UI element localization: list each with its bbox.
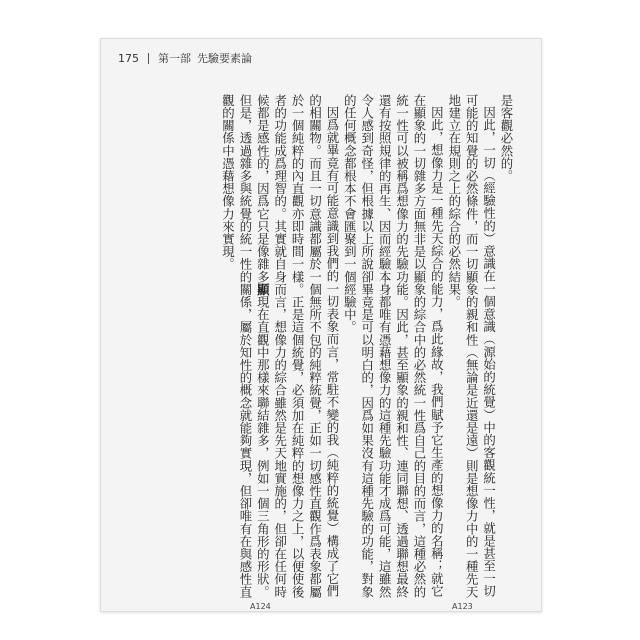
section-title: 先驗要素論 <box>197 52 252 65</box>
part-label: 第一部 <box>158 52 191 65</box>
paragraph <box>445 94 497 599</box>
paragraph-text: 現在直觀中那樣來聯結雜多，例如一個三角形的形狀。但是，透過雜多與統覺的統一性的關係，屬於知性的概念就能夠實現，但卻唯有在與感性直觀的關係中憑藉想像力來實現。 <box>220 94 271 599</box>
margin-reference-a123: A123 <box>452 602 473 611</box>
paragraph <box>219 94 341 599</box>
emphasized-word: 顯 <box>255 283 271 296</box>
paragraph <box>498 94 515 599</box>
page-number: 175 <box>118 51 139 65</box>
margin-reference-a124: A124 <box>250 602 271 611</box>
body-text <box>219 94 515 599</box>
header-divider <box>148 53 149 64</box>
paragraph <box>341 94 445 599</box>
paragraph-text: 因此，一切（經驗性的）意識在一個意識（源始的統覺）中的客觀統一性，就是甚至一切可能的知覺的必然條件，而一切顯象的親和性（無論是近還是遠）則是想像力中的一種先天地建立在規則之上的綜合的必然結果。 <box>446 94 497 598</box>
running-header <box>118 50 252 66</box>
paragraph-text: 是客觀必然的。 <box>499 94 514 183</box>
paragraph-text: 因此，想像力是一種先天綜合的能力，爲此緣故，我們賦予它生產的想像力的名稱；就它在顯象的一切雜多方面無非是以顯象的綜合中的必然統一性爲自己的目的而言，這種必然的統一性可以被稱爲想像力的先驗功能。因此，甚至顯象的親和性、連同聯想、透過聯想最終還有按照規律的再生、因而經驗本身都唯有憑藉想像力的這種先驗功能才成爲可能，這雖然令人感到奇怪，但根據以上所說卻畢竟是可以明白的，因爲如果沒有這種先驗的功能，對象的任何概念都根本不會匯聚到一個經驗中。 <box>342 94 445 598</box>
paragraph-text: 因爲就畢竟有可能意識到我們的一切表象而言，常駐不變的我（純粹的統覺）構成了它們的相關物。而且一切意識都屬於一個無所不包的純粹統覺，正如一切感性直觀作爲表象都屬於一個純粹的內直觀亦即時間一樣。正是這個統覺，必須加在純粹的想像力之上，以便使後者的功能成爲理智的。其實就自身而言，想像力的綜合雖然是先天地實施的，但卻在任何時候都是感性的，因爲它只是像雜多 <box>255 94 340 598</box>
